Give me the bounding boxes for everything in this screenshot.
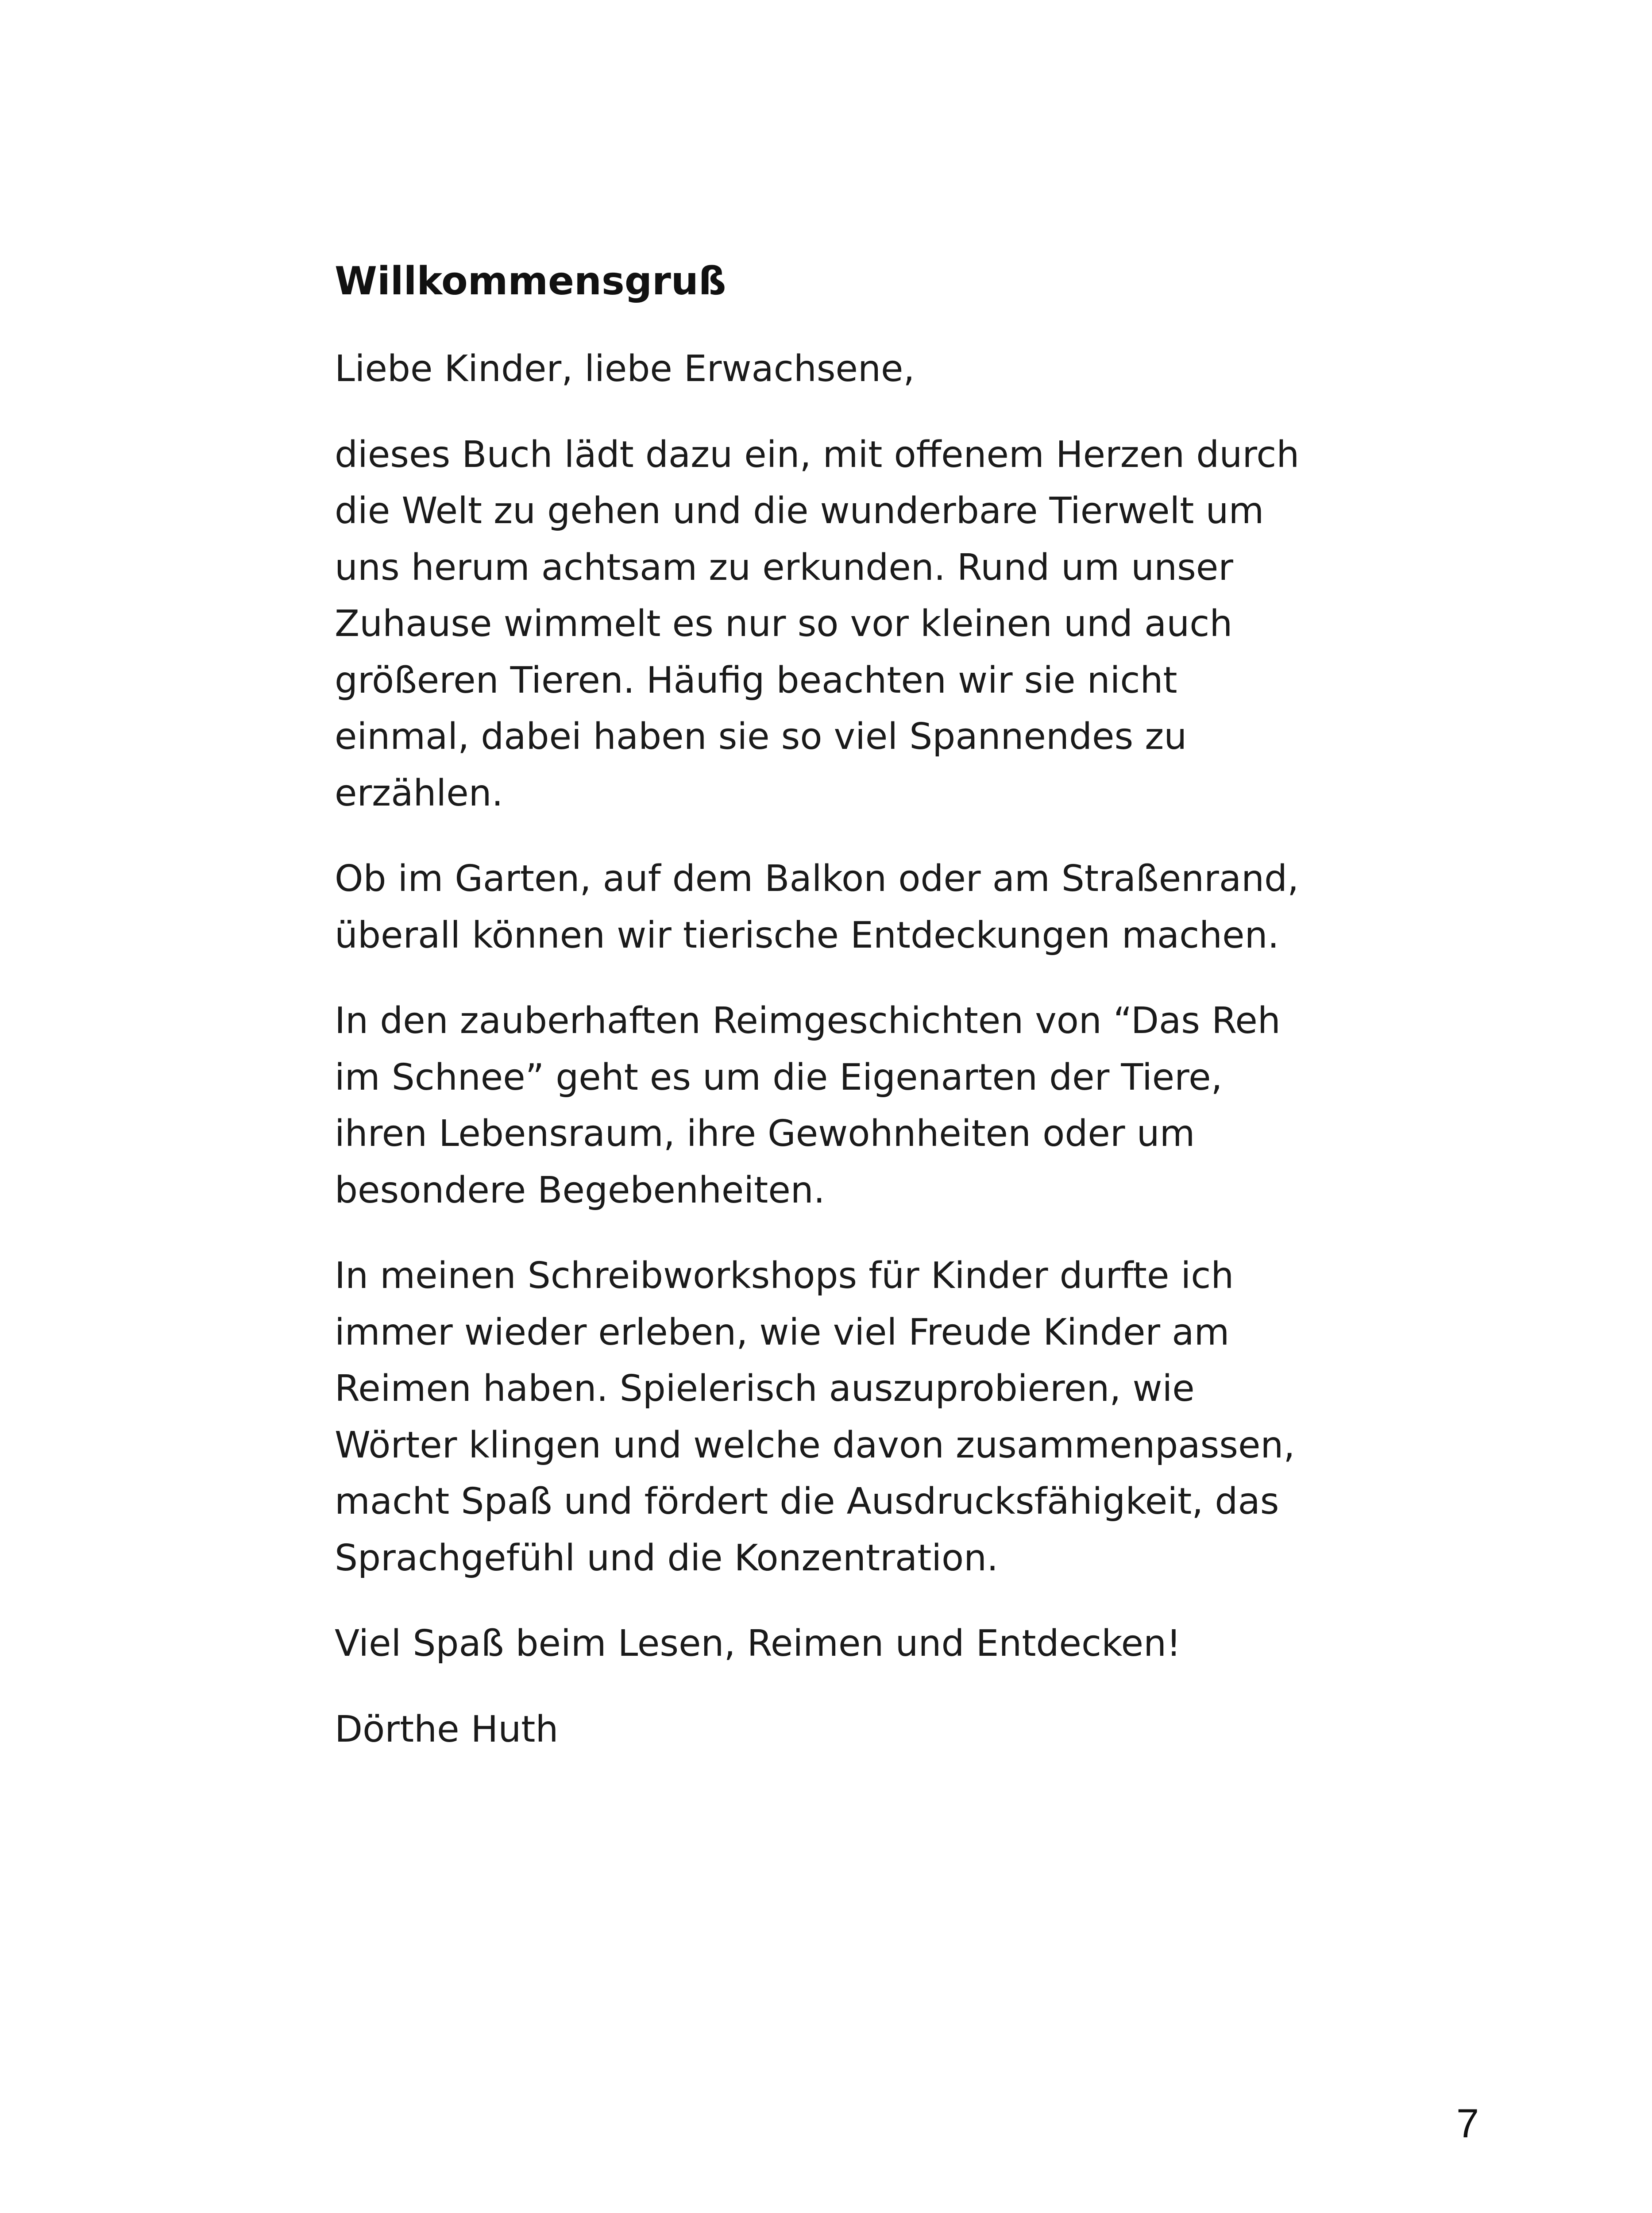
page-number: 7: [1456, 2101, 1479, 2146]
places-paragraph: [335, 851, 1370, 964]
stories-paragraph: [335, 993, 1370, 1218]
page-heading: Willkommensgruß: [335, 258, 726, 304]
text-line: ihren Lebensraum, ihre Gewohnheiten oder um: [335, 1113, 1195, 1155]
greeting-paragraph: [335, 341, 1370, 397]
page-content: [335, 259, 1370, 1787]
text-line: überall können wir tierische Entdeckungen machen.: [335, 914, 1279, 956]
text-line: uns herum achtsam zu erkunden. Rund um unser: [335, 546, 1233, 589]
intro-paragraph: [335, 427, 1370, 822]
text-line: im Schnee” geht es um die Eigenarten der Tiere,: [335, 1056, 1223, 1099]
text-line: macht Spaß und fördert die Ausdrucksfähigkeit, das: [335, 1480, 1279, 1523]
author-signature: [335, 1701, 1370, 1758]
text-line: besondere Begebenheiten.: [335, 1169, 825, 1211]
text-line: In meinen Schreibworkshops für Kinder durfte ich: [335, 1255, 1234, 1297]
text-line: größeren Tieren. Häufig beachten wir sie nicht: [335, 659, 1177, 702]
text-line: Viel Spaß beim Lesen, Reimen und Entdecken!: [335, 1623, 1181, 1665]
text-line: erzählen.: [335, 772, 503, 814]
text-line: Ob im Garten, auf dem Balkon oder am Straßenrand,: [335, 858, 1299, 900]
closing-paragraph: [335, 1615, 1370, 1672]
text-line: Liebe Kinder, liebe Erwachsene,: [335, 348, 915, 390]
text-line: Wörter klingen und welche davon zusammenpassen,: [335, 1424, 1295, 1466]
workshops-paragraph: [335, 1248, 1370, 1586]
text-line: einmal, dabei haben sie so viel Spannendes zu: [335, 716, 1187, 758]
text-line: Sprachgefühl und die Konzentration.: [335, 1537, 999, 1579]
text-line: Zuhause wimmelt es nur so vor kleinen und auch: [335, 603, 1233, 645]
text-line: Reimen haben. Spielerisch auszuprobieren, wie: [335, 1368, 1195, 1410]
text-line: die Welt zu gehen und die wunderbare Tierwelt um: [335, 490, 1264, 532]
text-line: Dörthe Huth: [335, 1708, 559, 1750]
text-line: immer wieder erleben, wie viel Freude Kinder am: [335, 1311, 1230, 1353]
text-line: dieses Buch lädt dazu ein, mit offenem Herzen durch: [335, 433, 1300, 476]
text-line: In den zauberhaften Reimgeschichten von “Das Reh: [335, 1000, 1281, 1042]
